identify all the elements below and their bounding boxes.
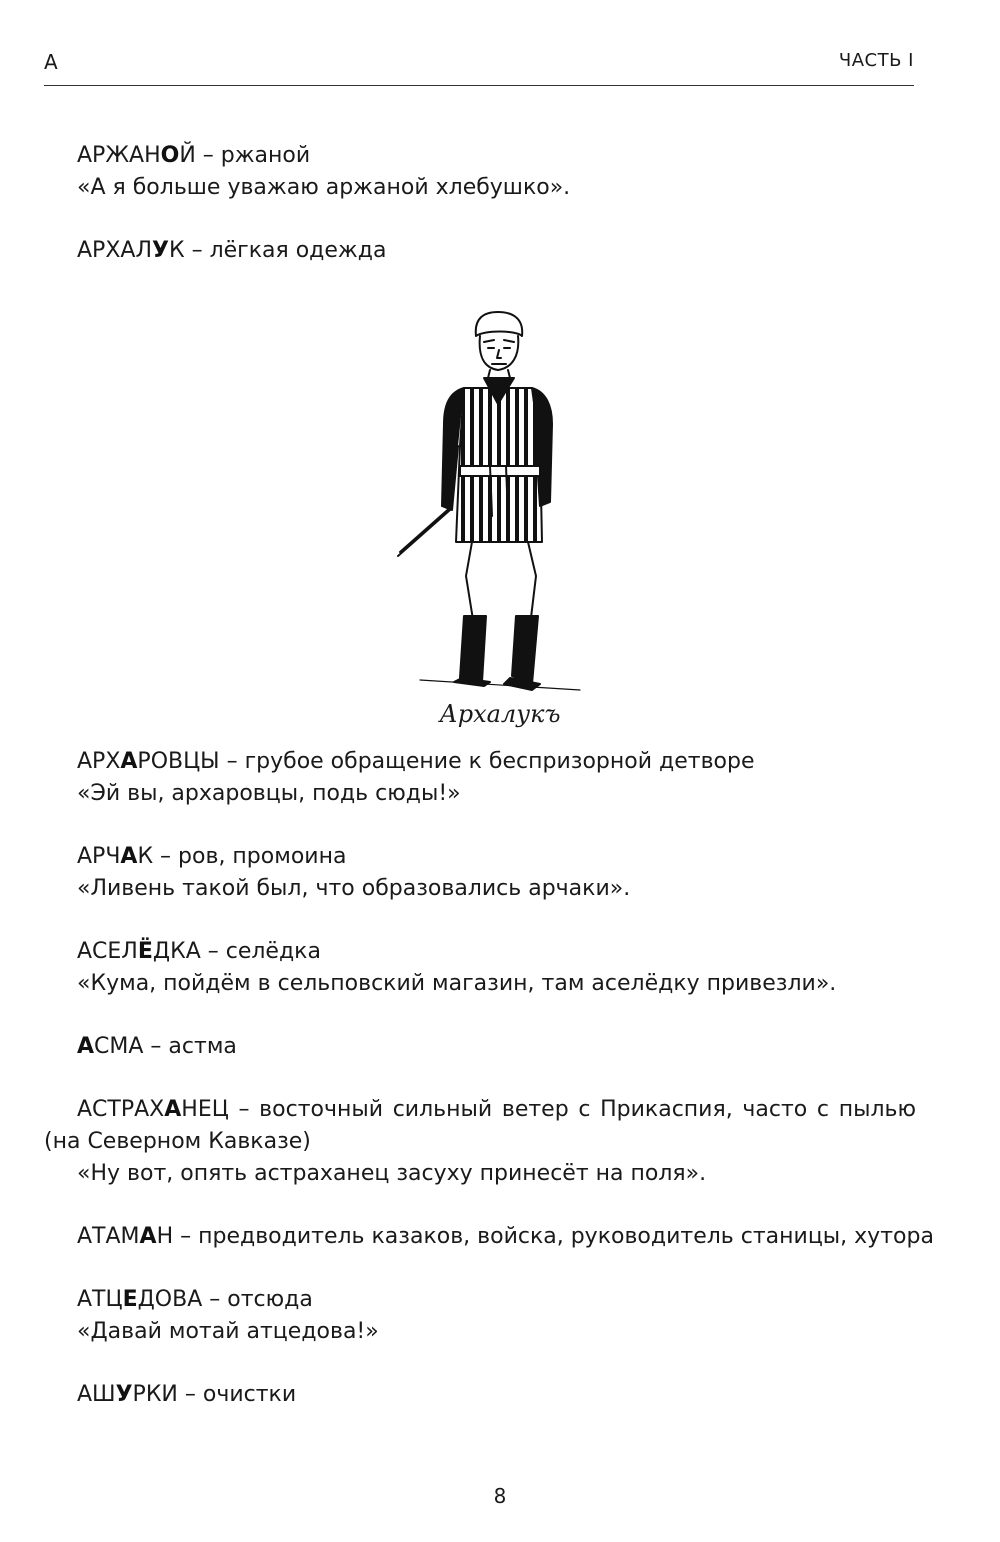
headword-part: АРХ	[77, 749, 121, 774]
entry-astrakhanets	[44, 1094, 916, 1190]
entry-attsedova	[44, 1284, 916, 1348]
running-head	[44, 46, 914, 82]
stressed-letter: А	[164, 1097, 182, 1122]
headword-part: РОВЦЫ	[137, 749, 220, 774]
stressed-letter: Е	[122, 1287, 138, 1312]
definition: – очистки	[177, 1382, 297, 1407]
entry-headline	[44, 1094, 916, 1126]
entry-arzhanoy	[44, 140, 916, 204]
entry-ataman	[44, 1221, 934, 1253]
header-rule	[44, 85, 914, 86]
arkhaluk-drawing	[380, 306, 620, 696]
definition: – отсюда	[202, 1287, 313, 1312]
definition-continuation: (на Северном Кавказе)	[44, 1129, 311, 1154]
entry-arkharovtsy	[44, 746, 916, 810]
definition: – восточный сильный ветер с Прикаспия, часто с пылью	[228, 1097, 916, 1122]
entry-asma	[44, 1031, 916, 1063]
usage-example: «Кума, пойдём в сельповский магазин, там аселёдку привезли».	[77, 971, 837, 996]
running-head-part: ЧАСТЬ I	[838, 50, 914, 71]
entry-arkhaluk	[44, 235, 916, 267]
entry-headline	[44, 841, 916, 873]
definition: – ржаной	[195, 143, 311, 168]
running-head-letter: А	[44, 50, 58, 74]
entry-headline	[44, 1031, 916, 1063]
entry-archak	[44, 841, 916, 905]
headword-part: АТЦ	[77, 1287, 123, 1312]
headword-part: АРХАЛ	[77, 238, 152, 263]
page-number: 8	[493, 1484, 507, 1508]
headword-part: К	[168, 238, 185, 263]
entry-headline	[44, 936, 916, 968]
entry-headline	[44, 1379, 916, 1411]
entry-headline	[44, 1221, 934, 1253]
headword-part: АТАМ	[77, 1224, 140, 1249]
headword-part: АШ	[77, 1382, 116, 1407]
definition: – лёгкая одежда	[184, 238, 387, 263]
headword-part: АРЖАН	[77, 143, 161, 168]
stressed-letter: А	[120, 749, 138, 774]
stressed-letter: А	[139, 1224, 157, 1249]
headword-part: АСЕЛ	[77, 939, 138, 964]
usage-example: «Ну вот, опять астраханец засуху принесёт на поля».	[77, 1161, 707, 1186]
stressed-letter: У	[151, 238, 169, 263]
definition: – астма	[143, 1034, 237, 1059]
headword-part: АСТРАХ	[77, 1097, 165, 1122]
headword-part: ДКА	[152, 939, 201, 964]
usage-example: «Ливень такой был, что образовались арчаки».	[77, 876, 631, 901]
headword-part: Й	[179, 143, 196, 168]
figure-caption: Архалукъ	[439, 700, 561, 728]
definition: – грубое обращение к беспризорной детворе	[219, 749, 755, 774]
headword-part: АРЧ	[77, 844, 121, 869]
headword-part: Н	[156, 1224, 174, 1249]
stressed-letter: О	[160, 143, 180, 168]
headword-part: СМА	[94, 1034, 144, 1059]
entry-headline	[44, 1284, 916, 1316]
usage-example: «А я больше уважаю аржаной хлебушко».	[77, 175, 571, 200]
entry-headline	[44, 746, 916, 778]
entry-headline	[44, 235, 916, 267]
definition: – предводитель казаков, войска, руководитель станицы, хутора	[173, 1224, 934, 1249]
definition: – ров, промоина	[153, 844, 347, 869]
headword-part: РКИ	[132, 1382, 178, 1407]
headword-part: К	[137, 844, 154, 869]
entry-headline	[44, 140, 916, 172]
usage-example: «Эй вы, архаровцы, подь сюды!»	[77, 781, 461, 806]
usage-example: «Давай мотай атцедова!»	[77, 1319, 379, 1344]
headword-part: ДОВА	[137, 1287, 203, 1312]
arkhaluk-illustration	[380, 306, 620, 746]
stressed-letter: А	[120, 844, 138, 869]
headword-part: НЕЦ	[181, 1097, 229, 1122]
stressed-letter: Ё	[137, 939, 153, 964]
stressed-letter: У	[115, 1382, 133, 1407]
stressed-letter: А	[77, 1034, 95, 1059]
entry-aselyodka	[44, 936, 916, 1000]
entry-ashurki	[44, 1379, 916, 1411]
definition: – селёдка	[200, 939, 321, 964]
